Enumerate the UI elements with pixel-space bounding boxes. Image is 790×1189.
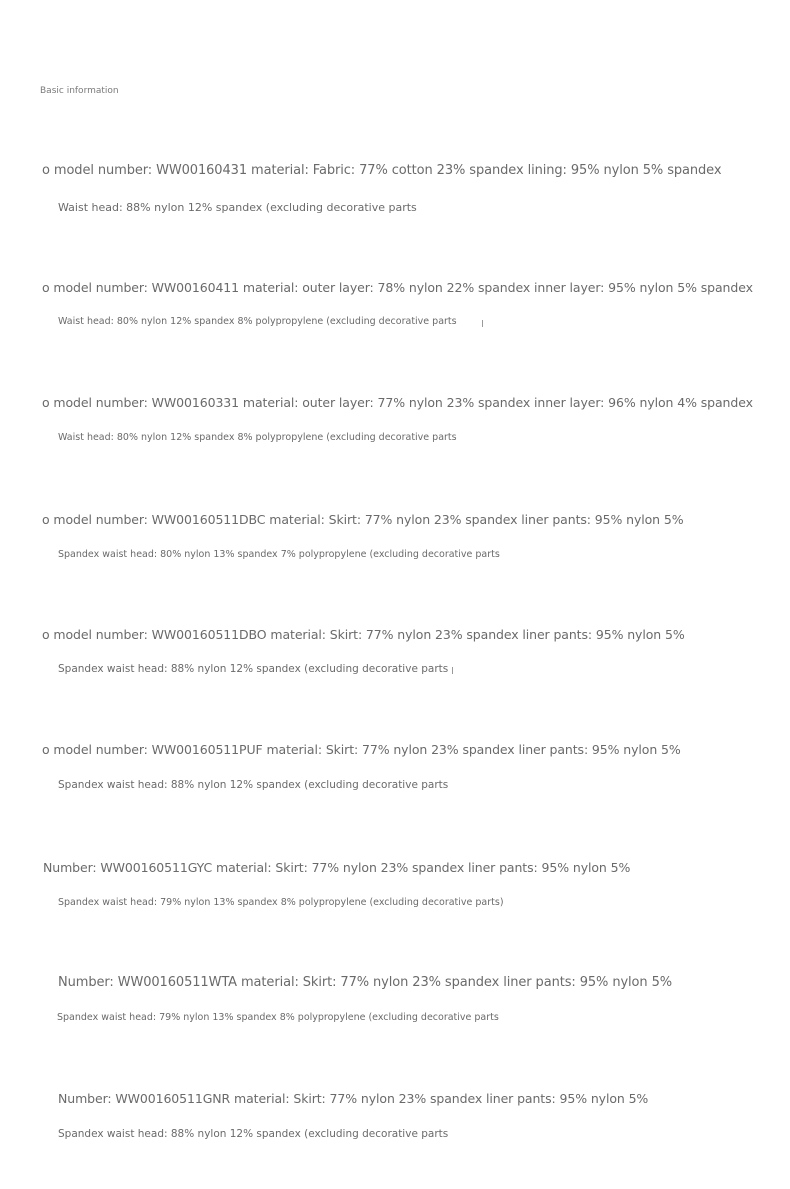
product-entry-8-waist: Spandex waist head: 79% nylon 13% spandex 8% polypropylene (excluding decorative parts bbox=[57, 1012, 499, 1023]
product-entry-1-material: o model number: WW00160431 material: Fabric: 77% cotton 23% spandex lining: 95% nylon 5% spandex bbox=[42, 163, 722, 178]
product-entry-3-material: o model number: WW00160331 material: outer layer: 77% nylon 23% spandex inner layer: 96% nylon 4% spandex bbox=[42, 395, 753, 410]
product-entry-1-waist: Waist head: 88% nylon 12% spandex (excluding decorative parts bbox=[58, 201, 417, 214]
product-entry-7-waist: Spandex waist head: 79% nylon 13% spandex 8% polypropylene (excluding decorative parts) bbox=[58, 897, 504, 908]
section-title: Basic information bbox=[40, 86, 119, 96]
product-entry-9-material: Number: WW00160511GNR material: Skirt: 77% nylon 23% spandex liner pants: 95% nylon 5% bbox=[58, 1091, 649, 1106]
text-cursor-mark bbox=[482, 320, 483, 327]
product-entry-6-material: o model number: WW00160511PUF material: Skirt: 77% nylon 23% spandex liner pants: 95% nylon 5% bbox=[42, 742, 681, 757]
product-entry-2-waist: Waist head: 80% nylon 12% spandex 8% polypropylene (excluding decorative parts bbox=[58, 316, 457, 327]
product-entry-5-waist: Spandex waist head: 88% nylon 12% spandex (excluding decorative parts bbox=[58, 663, 449, 675]
product-entry-4-material: o model number: WW00160511DBC material: Skirt: 77% nylon 23% spandex liner pants: 95% nylon 5% bbox=[42, 512, 684, 527]
text-cursor-mark bbox=[452, 667, 453, 674]
product-entry-6-waist: Spandex waist head: 88% nylon 12% spandex (excluding decorative parts bbox=[58, 779, 449, 791]
product-entry-2-material: o model number: WW00160411 material: outer layer: 78% nylon 22% spandex inner layer: 95% nylon 5% spandex bbox=[42, 280, 753, 295]
product-entry-8-material: Number: WW00160511WTA material: Skirt: 77% nylon 23% spandex liner pants: 95% nylon 5% bbox=[58, 975, 673, 990]
product-entry-5-material: o model number: WW00160511DBO material: Skirt: 77% nylon 23% spandex liner pants: 95% nylon 5% bbox=[42, 627, 685, 642]
product-entry-9-waist: Spandex waist head: 88% nylon 12% spandex (excluding decorative parts bbox=[58, 1128, 449, 1140]
product-entry-3-waist: Waist head: 80% nylon 12% spandex 8% polypropylene (excluding decorative parts bbox=[58, 432, 457, 443]
product-entry-7-material: Number: WW00160511GYC material: Skirt: 77% nylon 23% spandex liner pants: 95% nylon 5% bbox=[43, 860, 631, 875]
product-entry-4-waist: Spandex waist head: 80% nylon 13% spandex 7% polypropylene (excluding decorative parts bbox=[58, 549, 500, 560]
